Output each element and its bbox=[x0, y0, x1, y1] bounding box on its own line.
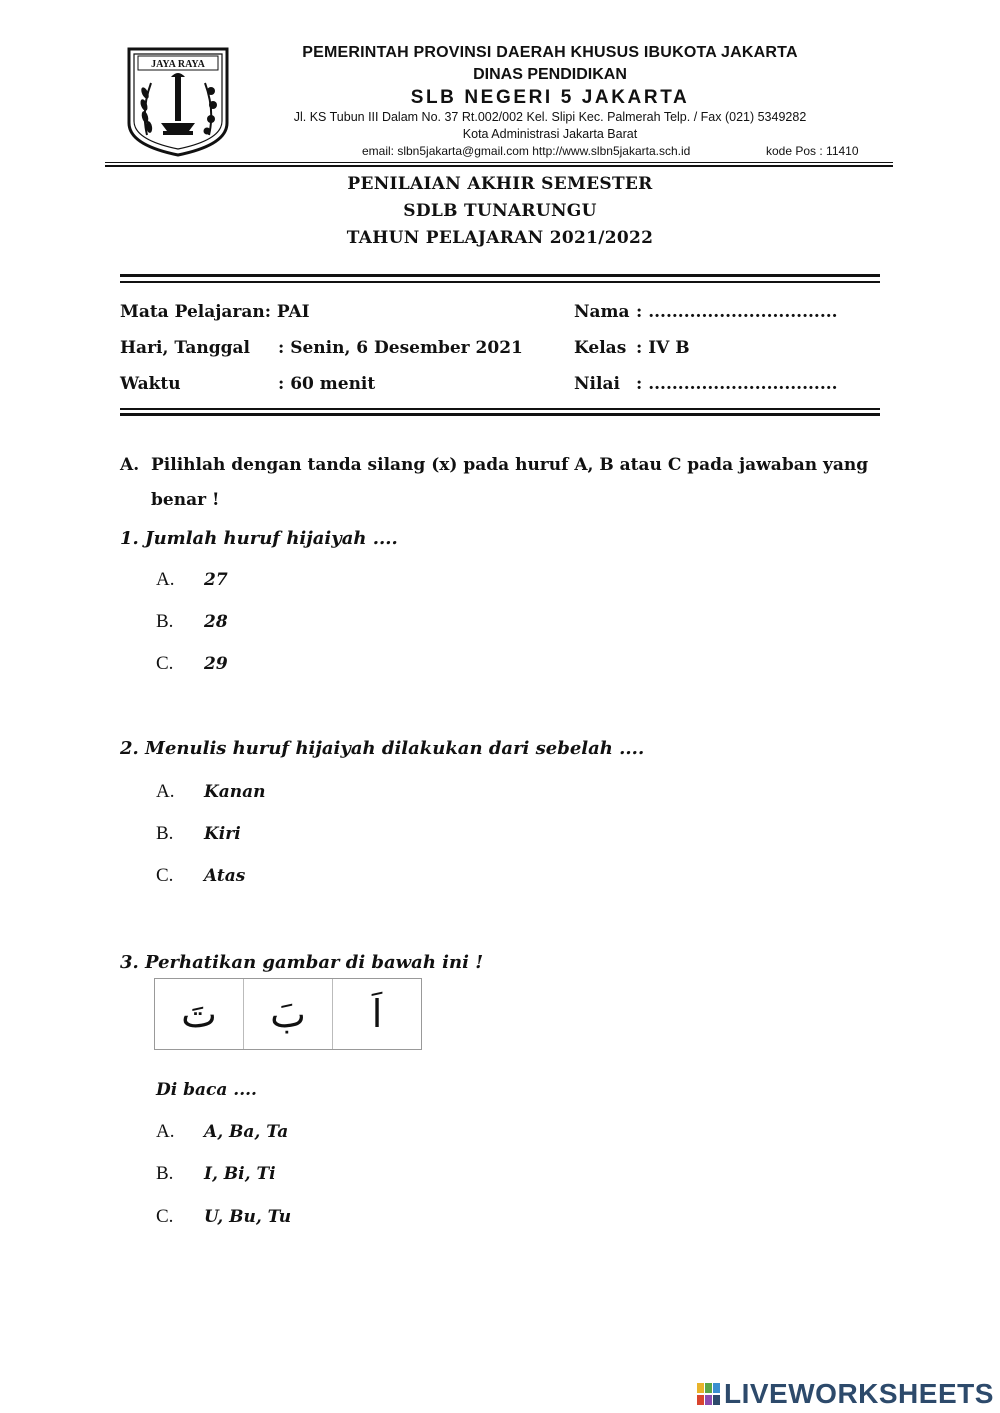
liveworksheets-wordmark: LIVEWORKSHEETS bbox=[724, 1378, 994, 1409]
header-rule-bottom-2 bbox=[120, 413, 880, 416]
letterhead-city: Kota Administrasi Jakarta Barat bbox=[462, 127, 638, 141]
hijaiyah-ba bbox=[244, 979, 333, 1049]
letterhead-postal: kode Pos : 11410 bbox=[766, 144, 859, 158]
question-2-option-a[interactable] bbox=[156, 780, 266, 803]
liveworksheets-watermark bbox=[696, 1378, 994, 1410]
hijaiyah-ba-glyph: بَ bbox=[270, 992, 306, 1036]
letterhead-address: Jl. KS Tubun III Dalam No. 37 Rt.002/002 Kel. Slipi Kec. Palmerah Telp. / Fax (021) 5349282 bbox=[293, 110, 807, 124]
letterhead-divider bbox=[105, 162, 893, 163]
score-field[interactable]: : ................................ bbox=[636, 374, 838, 394]
exam-subtitle: SDLB TUNARUNGU bbox=[403, 201, 597, 221]
letterhead-contact: email: slbn5jakarta@gmail.com http://www.slbn5jakarta.sch.id bbox=[362, 144, 691, 158]
question-2-option-b[interactable] bbox=[156, 822, 241, 845]
exam-year: TAHUN PELAJARAN 2021/2022 bbox=[346, 228, 654, 248]
question-3-option-a[interactable] bbox=[156, 1120, 288, 1143]
jakarta-emblem-logo bbox=[125, 45, 231, 159]
date-value: : Senin, 6 Desember 2021 bbox=[278, 338, 523, 358]
question-3-option-b[interactable] bbox=[156, 1162, 276, 1185]
section-a-text: Pilihlah dengan tanda silang (x) pada huruf A, B atau C pada jawaban yang benar ! bbox=[151, 455, 869, 510]
name-field[interactable]: : ................................ bbox=[636, 302, 838, 322]
section-a-instruction bbox=[120, 448, 880, 520]
letterhead-divider-thick bbox=[105, 165, 893, 167]
exam-title: PENILAIAN AKHIR SEMESTER bbox=[347, 174, 653, 194]
option-value: 27 bbox=[204, 570, 228, 590]
option-letter: B. bbox=[156, 611, 174, 632]
time-value: : 60 menit bbox=[278, 374, 376, 394]
option-letter: C. bbox=[156, 653, 174, 674]
header-rule-top bbox=[120, 274, 880, 277]
letterhead-government: PEMERINTAH PROVINSI DAERAH KHUSUS IBUKOTA JAKARTA bbox=[302, 44, 798, 61]
time-label: Waktu bbox=[120, 374, 181, 394]
question-1-option-a[interactable] bbox=[156, 568, 228, 591]
header-rule-bottom bbox=[120, 408, 880, 410]
option-letter: B. bbox=[156, 823, 174, 844]
section-a-label: A. bbox=[120, 455, 140, 475]
logo-banner-text: JAYA RAYA bbox=[151, 59, 205, 70]
option-value: 29 bbox=[204, 654, 228, 674]
liveworksheets-logo-icon bbox=[696, 1382, 722, 1406]
question-1-option-b[interactable] bbox=[156, 610, 228, 633]
option-value: U, Bu, Tu bbox=[204, 1207, 292, 1227]
hijaiyah-alif bbox=[333, 979, 421, 1049]
date-label: Hari, Tanggal bbox=[120, 338, 250, 358]
question-3-option-c[interactable] bbox=[156, 1205, 291, 1228]
hijaiyah-ta bbox=[155, 979, 244, 1049]
hijaiyah-ta-glyph: تَ bbox=[181, 992, 217, 1036]
question-3: 3. Perhatikan gambar di bawah ini ! bbox=[120, 952, 484, 973]
question-2-option-c[interactable] bbox=[156, 864, 245, 887]
option-value: Kiri bbox=[204, 824, 241, 844]
question-1-option-c[interactable] bbox=[156, 652, 228, 675]
hijaiyah-alif-glyph: اَ bbox=[371, 992, 383, 1036]
hijaiyah-image bbox=[154, 978, 422, 1050]
letterhead-school: SLB NEGERI 5 JAKARTA bbox=[410, 87, 690, 108]
option-letter: A. bbox=[156, 781, 175, 802]
score-label: Nilai bbox=[574, 374, 620, 394]
question-1: 1. Jumlah huruf hijaiyah .... bbox=[120, 528, 398, 549]
option-letter: C. bbox=[156, 865, 174, 886]
letterhead-department: DINAS PENDIDIKAN bbox=[473, 66, 627, 83]
option-value: Atas bbox=[204, 866, 246, 886]
question-2: 2. Menulis huruf hijaiyah dilakukan dari sebelah .... bbox=[120, 738, 645, 759]
header-rule-top-2 bbox=[120, 281, 880, 283]
option-letter: A. bbox=[156, 1121, 175, 1142]
option-value: A, Ba, Ta bbox=[204, 1122, 289, 1142]
option-value: 28 bbox=[204, 612, 228, 632]
option-value: I, Bi, Ti bbox=[204, 1164, 276, 1184]
option-value: Kanan bbox=[204, 782, 266, 802]
name-label: Nama bbox=[574, 302, 630, 322]
question-3-subtext: Di baca .... bbox=[156, 1080, 257, 1100]
class-label: Kelas bbox=[574, 338, 627, 358]
option-letter: B. bbox=[156, 1163, 174, 1184]
subject-label: Mata Pelajaran: PAI bbox=[120, 302, 310, 322]
class-value: : IV B bbox=[636, 338, 690, 358]
option-letter: A. bbox=[156, 569, 175, 590]
option-letter: C. bbox=[156, 1206, 174, 1227]
